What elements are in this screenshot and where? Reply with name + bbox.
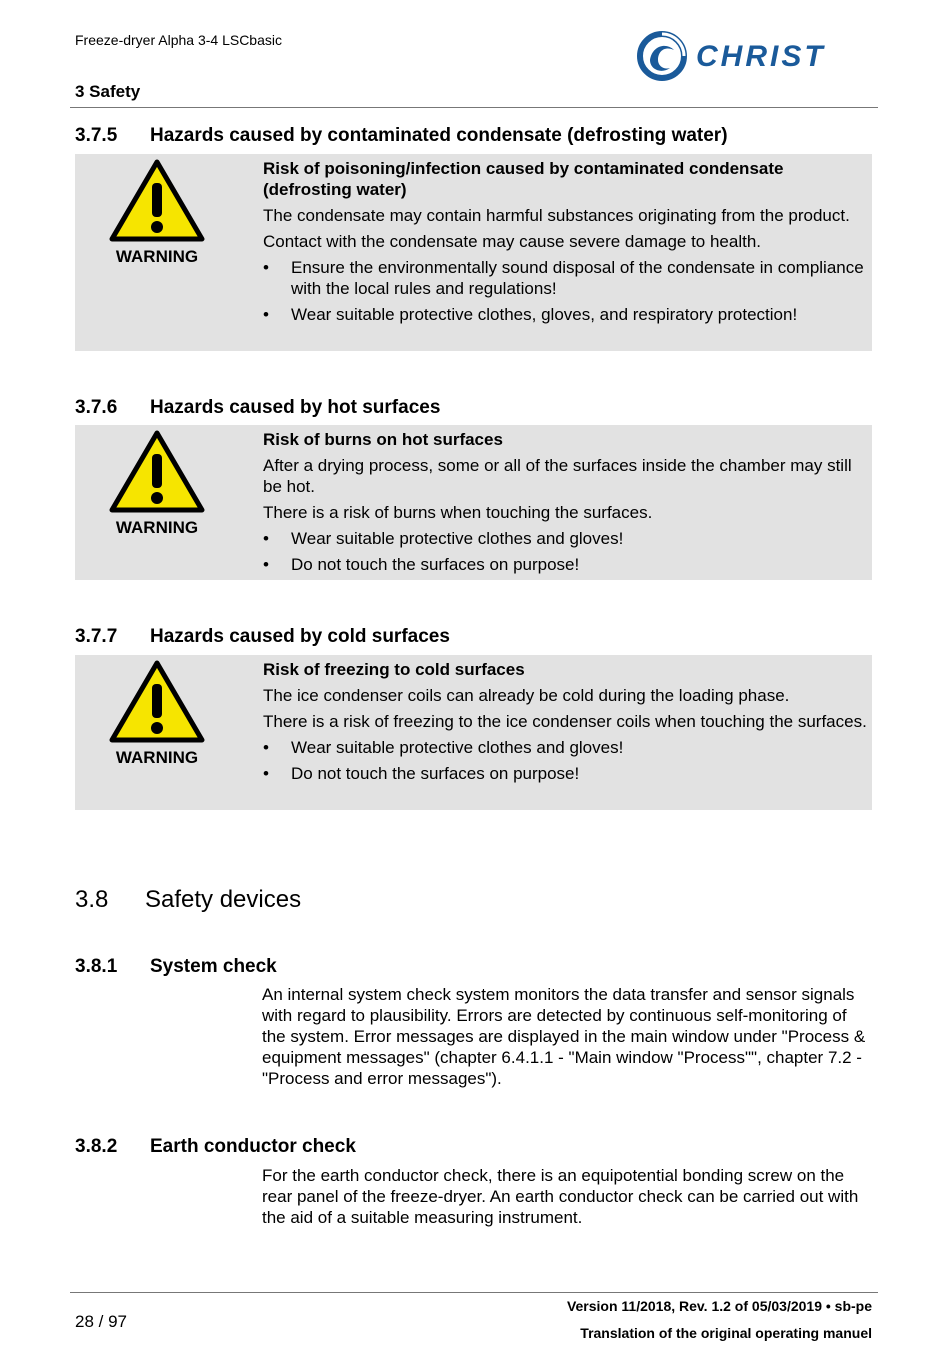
section-title: Hazards caused by hot surfaces [150, 397, 441, 418]
section-number: 3.8 [75, 886, 109, 913]
precaution-list [263, 528, 867, 575]
warning-paragraph: There is a risk of burns when touching the surfaces. [263, 503, 653, 522]
christ-logo-mark [640, 34, 684, 78]
risk-title: Risk of freezing to cold surfaces [263, 660, 525, 679]
section-heading-3-8-1 [75, 956, 875, 980]
precaution-item: • Wear suitable protective clothes and gloves! [263, 528, 867, 549]
warning-box-hot-surfaces [75, 425, 872, 580]
chapter-heading: 3 Safety [75, 82, 141, 101]
document-title: Freeze-dryer Alpha 3-4 LSCbasic [75, 32, 282, 48]
precaution-list [263, 737, 867, 784]
section-number: 3.8.1 [75, 956, 118, 977]
warning-label: WARNING [115, 748, 199, 767]
christ-logo-text: CHRIST [696, 40, 826, 73]
christ-logo [636, 30, 872, 82]
warning-paragraph: The condensate may contain harmful substances originating from the product. [263, 206, 850, 225]
warning-box-cold-surfaces [75, 655, 872, 810]
warning-box-condensate [75, 154, 872, 351]
section-number: 3.7.5 [75, 125, 118, 146]
warning-paragraph: Contact with the condensate may cause severe damage to health. [263, 232, 762, 251]
section-number: 3.7.6 [75, 397, 118, 418]
footer-divider [70, 1292, 878, 1293]
section-title: Hazards caused by cold surfaces [150, 626, 450, 647]
risk-title: Risk of burns on hot surfaces [263, 430, 503, 449]
warning-paragraph: After a drying process, some or all of the surfaces inside the chamber may still be hot. [263, 456, 852, 496]
translation-note: Translation of the original operating manuel [580, 1325, 872, 1341]
precaution-item: • Ensure the environmentally sound disposal of the condensate in compliance with the local rules and regulations! [263, 257, 867, 299]
warning-paragraph: The ice condenser coils can already be cold during the loading phase. [263, 686, 790, 705]
warning-body [263, 659, 867, 789]
section-number: 3.8.2 [75, 1136, 118, 1157]
section-heading-3-8-2 [75, 1136, 875, 1160]
precaution-item: • Wear suitable protective clothes and gloves! [263, 737, 867, 758]
warning-paragraph: There is a risk of freezing to the ice condenser coils when touching the surfaces. [263, 712, 867, 731]
section-heading-3-7-5 [75, 125, 875, 149]
page-number: 28 / 97 [75, 1312, 127, 1331]
section-heading-3-8 [75, 886, 875, 916]
warning-body [263, 429, 867, 580]
warning-label: WARNING [115, 518, 199, 537]
precaution-item: • Do not touch the surfaces on purpose! [263, 554, 867, 575]
version-info: Version 11/2018, Rev. 1.2 of 05/03/2019 • sb-pe [566, 1298, 872, 1314]
precaution-item: • Wear suitable protective clothes, gloves, and respiratory protection! [263, 304, 867, 325]
precaution-list [263, 257, 867, 325]
section-number: 3.7.7 [75, 626, 118, 647]
header-divider [70, 107, 878, 108]
section-title: System check [150, 956, 277, 977]
section-heading-3-7-6 [75, 397, 875, 421]
risk-title: Risk of poisoning/infection caused by contaminated condensate (defrosting water) [263, 159, 784, 199]
section-heading-3-7-7 [75, 626, 875, 650]
section-title: Safety devices [145, 886, 302, 913]
precaution-item: • Do not touch the surfaces on purpose! [263, 763, 867, 784]
section-title: Hazards caused by contaminated condensate (defrosting water) [150, 125, 728, 146]
warning-triangle-icon [109, 660, 205, 744]
warning-body [263, 158, 867, 330]
section-title: Earth conductor check [150, 1136, 356, 1157]
system-check-paragraph: An internal system check system monitors the data transfer and sensor signals with regard to plausibility. Errors are detected by continuous self-monitoring of the system. Error messages are displayed in the main window under "Process & equipment messages" (chapter 6.4.1.1 - "Main window "Process"", chapter 7.2 - "Process and error messages"). [262, 985, 866, 1088]
earth-check-paragraph: For the earth conductor check, there is an equipotential bonding screw on the rear panel of the freeze-dryer. An earth conductor check can be carried out with the aid of a suitable measuring instrument. [262, 1166, 859, 1227]
warning-triangle-icon [109, 159, 205, 243]
warning-label: WARNING [115, 247, 199, 266]
warning-triangle-icon [109, 430, 205, 514]
